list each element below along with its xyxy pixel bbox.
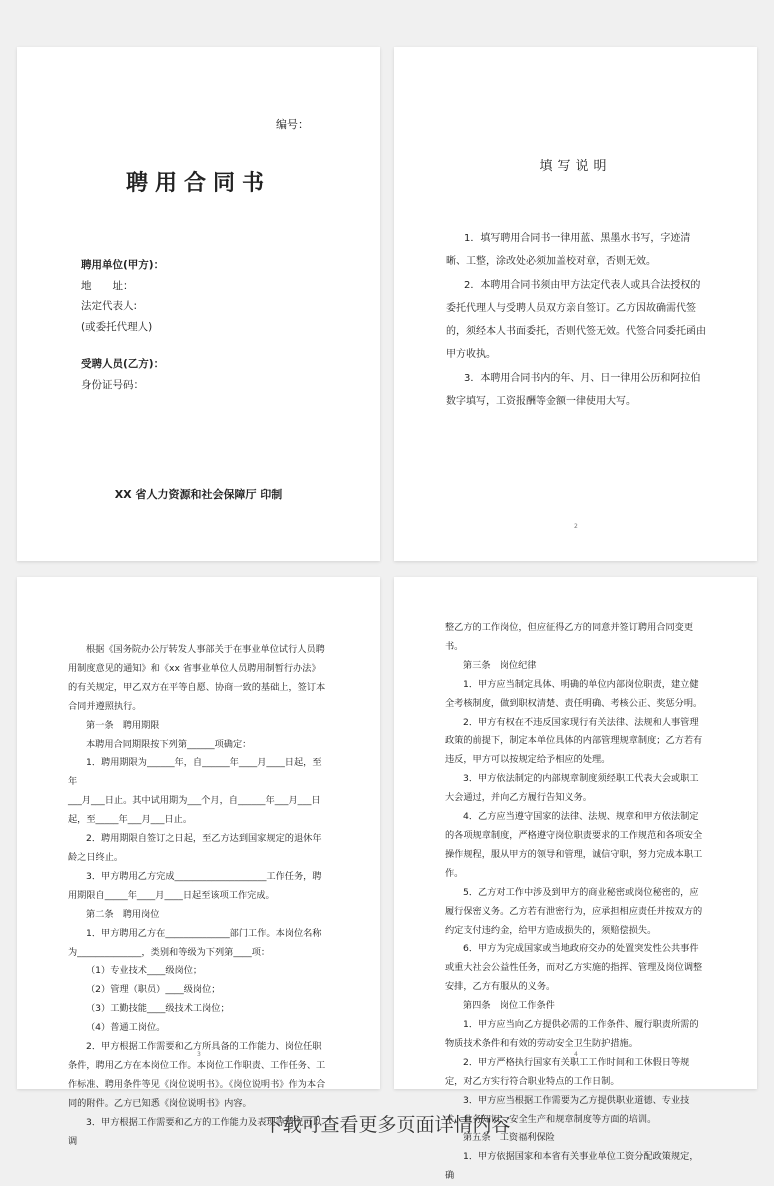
party-info-block (81, 255, 164, 395)
paragraph: 1．甲方依据国家和本省有关事业单位工资分配政策规定，确 (445, 1151, 699, 1182)
instructions-title: 填写说明 (539, 159, 612, 174)
paragraph: （2）管理（职员）____级岗位； (86, 984, 221, 996)
download-caption: 下载可查看更多页面详情内容 (263, 1114, 511, 1136)
instructions-list (446, 227, 706, 414)
employee-label: 受聘人员(乙方)： (81, 358, 165, 370)
paragraph: （1）专业技术____级岗位； (86, 965, 203, 977)
page-number: 4 (574, 1051, 578, 1058)
address-label: 地 址： (81, 279, 134, 292)
paragraph: 3．甲方应当根据工作需要为乙方提供职业道德、专业技术、业务知识、安全生产和规章制度等方面的培训。 (445, 1094, 690, 1125)
paragraph: 整乙方的工作岗位，但应征得乙方的同意并签订聘用合同变更书。 (445, 622, 694, 652)
paragraph: 1．甲方应当向乙方提供必需的工作条件、履行职责所需的物质技术条件和有效的劳动安全卫生防护措施。 (445, 1019, 699, 1049)
paragraph: 2．甲方有权在不违反国家现行有关法律、法规和人事管理政策的前提下，制定本单位具体的内部管理规章制度；乙方若有违反，甲方可以按规定给予相应的处理。 (445, 716, 703, 766)
paragraph: （4）普通工岗位。 (86, 1022, 166, 1034)
serial-number-label: 编号： (276, 118, 309, 131)
contract-body-page-4 (394, 577, 757, 1182)
contract-title: 聘用合同书 (125, 171, 271, 196)
paragraph: 1．甲方聘用乙方在______________部门工作。本岗位名称为______________，类别和等级为下列第____项： (68, 927, 322, 958)
page3-text (68, 641, 327, 1151)
paragraph: 1．聘用期限为______年，自______年____月____日起，至年 (68, 757, 322, 788)
instruction-item: 3．本聘用合同书内的年、月、日一律用公历和阿拉伯数字填写，工资报酬等金额一律使用大写。 (446, 373, 701, 407)
paragraph: 第一条 聘用期限 (86, 719, 160, 731)
id-number-label: 身份证号码： (81, 378, 144, 391)
legal-rep-label: 法定代表人: (81, 300, 138, 312)
contract-cover-page (17, 47, 380, 561)
paragraph: 根据《国务院办公厅转发人事部关于在事业单位试行人员聘用制度意见的通知》和《xx 省事业单位人员聘用制暂行办法》的有关规定，甲乙双方在平等自愿、协商一致的基础上，签订本合同并遵照执行。 (68, 644, 326, 712)
issuer-line: XX 省人力资源和社会保障厅 印制 (114, 488, 283, 501)
paragraph: 2．甲方严格执行国家有关职工工作时间和工休假日等规定，对乙方实行符合职业特点的工作日制。 (445, 1056, 690, 1087)
page-number: 2 (574, 523, 578, 530)
paragraph: 第四条 岗位工作条件 (463, 1000, 555, 1012)
instructions-page (394, 47, 757, 561)
proxy-label: (或委托代理人) (81, 320, 153, 333)
instruction-item: 2．本聘用合同书须由甲方法定代表人或具合法授权的委托代理人与受聘人员双方亲自签订。乙方因故确需代签的，须经本人书面委托，否则代签无效。代签合同委托函由甲方收执。 (446, 280, 706, 360)
page-number: 3 (197, 1051, 201, 1058)
paragraph: 5．乙方对工作中涉及到甲方的商业秘密或岗位秘密的，应履行保密义务。乙方若有泄密行为，应承担相应责任并按双方的约定支付违约金，给甲方造成损失的，须赔偿损失。 (445, 886, 703, 936)
paragraph: 3．甲方聘用乙方完成____________________工作任务，聘用期限自_____年____月____日起至该项工作完成。 (68, 870, 322, 901)
paragraph: 2．甲方根据工作需要和乙方所具备的工作能力、岗位任职条件，聘用乙方在本岗位工作。本岗位工作职责、工作任务、工作标准、聘用条件等见《岗位说明书》。《岗位说明书》作为本合同的附件。乙方已知悉《岗位说明书》内容。 (68, 1041, 326, 1109)
paragraph: 3．甲方依法制定的内部规章制度须经职工代表大会或职工大会通过，并向乙方履行告知义务。 (445, 773, 699, 804)
paragraph: 第三条 岗位纪律 (463, 659, 537, 671)
employer-label: 聘用单位(甲方)： (81, 259, 165, 271)
paragraph: 6．甲方为完成国家或当地政府交办的处置突发性公共事件或重大社会公益性任务，而对乙方实施的指挥、管理及岗位调整安排，乙方有服从的义务。 (445, 943, 703, 993)
paragraph: （3）工勤技能____级技术工岗位； (86, 1003, 230, 1015)
paragraph: 第二条 聘用岗位 (86, 908, 160, 920)
paragraph: 2．聘用期限自签订之日起，至乙方达到国家规定的退休年龄之日终止。 (68, 833, 322, 863)
page4-text (445, 619, 704, 1186)
paragraph: ___月___日止。其中试用期为___个月，自______年___月___日起，至_____年___月___日止。 (68, 795, 321, 826)
paragraph: 3．甲方根据工作需要和乙方的工作能力及表现等情况可以调 (68, 1116, 322, 1147)
contract-body-page-3 (17, 577, 380, 1147)
instruction-item: 1．填写聘用合同书一律用蓝、黑墨水书写，字迹清晰、工整，涂改处必须加盖校对章，否则无效。 (446, 233, 691, 267)
paragraph: 第五条 工资福利保险 (463, 1132, 555, 1144)
paragraph: 1．甲方应当制定具体、明确的单位内部岗位职责，建立健全考核制度，做到职权清楚、责任明确、考核公正、奖惩分明。 (445, 678, 703, 709)
paragraph: 4．乙方应当遵守国家的法律、法规、规章和甲方依法制定的各项规章制度，严格遵守岗位职责要求的工作规范和各项安全操作规程，服从甲方的领导和管理，诚信守职，努力完成本职工作。 (445, 811, 703, 879)
paragraph: 本聘用合同期限按下列第______项确定： (86, 738, 252, 750)
